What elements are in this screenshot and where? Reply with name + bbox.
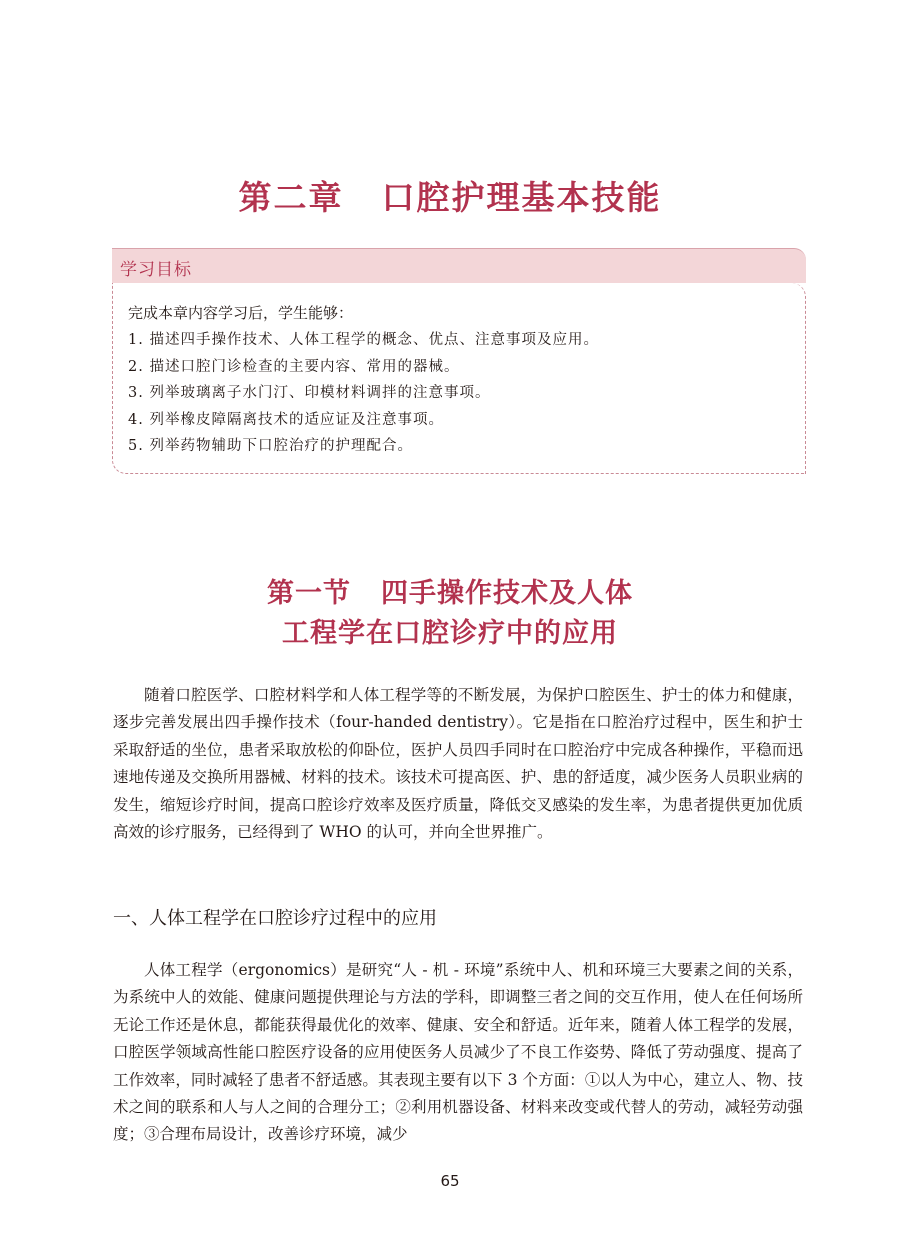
objectives-list bbox=[128, 327, 599, 460]
ergonomics-paragraph: 人体工程学（ergonomics）是研究“人 - 机 - 环境”系统中人、机和环境三大要素之间的关系，为系统中人的效能、健康问题提供理论与方法的学科，即调整三者之间的交互作用，使人在任何场所无论工作还是休息，都能获得最优化的效率、健康、安全和舒适。近年来，随着人体工程学的发展，口腔医学领域高性能口腔医疗设备的应用使医务人员减少了不良工作姿势、降低了劳动强度、提高了工作效率，同时减轻了患者不舒适感。其表现主要有以下 3 个方面：①以人为中心，建立人、物、技术之间的联系和人与人之间的合理分工；②利用机器设备、材料来改变或代替人的劳动，减轻劳动强度；③合理布局设计，改善诊疗环境，减少 bbox=[113, 961, 803, 1144]
objectives-lead: 完成本章内容学习后，学生能够： bbox=[128, 304, 354, 322]
objective-item: 5. 列举药物辅助下口腔治疗的护理配合。 bbox=[128, 438, 413, 454]
intro-paragraph: 随着口腔医学、口腔材料学和人体工程学等的不断发展，为保护口腔医生、护士的体力和健康，逐步完善发展出四手操作技术（four-handed dentistry）。它是指在口腔治疗过程中，医生和护士采取舒适的坐位，患者采取放松的仰卧位，医护人员四手同时在口腔治疗中完成各种操作，平稳而迅速地传递及交换所用器械、材料的技术。该技术可提高医、护、患的舒适度，减少医务人员职业病的发生，缩短诊疗时间，提高口腔诊疗效率及医疗质量，降低交叉感染的发生率，为患者提供更加优质高效的诊疗服务，已经得到了 WHO 的认可，并向全世界推广。 bbox=[113, 686, 803, 842]
chapter-title bbox=[0, 172, 900, 219]
section-title bbox=[0, 574, 900, 654]
section-number: 第一节 bbox=[267, 578, 351, 610]
section-title-line2: 工程学在口腔诊疗中的应用 bbox=[282, 618, 618, 650]
chapter-number: 第二章 bbox=[238, 178, 344, 218]
page-number: 65 bbox=[440, 1172, 460, 1190]
learning-objectives-label: 学习目标 bbox=[120, 260, 192, 280]
learning-objectives-header bbox=[112, 248, 806, 283]
chapter-name: 口腔护理基本技能 bbox=[381, 178, 662, 218]
objective-item: 2. 描述口腔门诊检查的主要内容、常用的器械。 bbox=[128, 358, 460, 375]
subsection-heading: 一、人体工程学在口腔诊疗过程中的应用 bbox=[113, 908, 437, 929]
section-title-line1: 四手操作技术及人体 bbox=[381, 578, 633, 610]
objective-item: 4. 列举橡皮障隔离技术的适应证及注意事项。 bbox=[128, 411, 444, 428]
objective-item: 1. 描述四手操作技术、人体工程学的概念、优点、注意事项及应用。 bbox=[128, 332, 599, 348]
objective-item: 3. 列举玻璃离子水门汀、印模材料调拌的注意事项。 bbox=[128, 385, 491, 401]
